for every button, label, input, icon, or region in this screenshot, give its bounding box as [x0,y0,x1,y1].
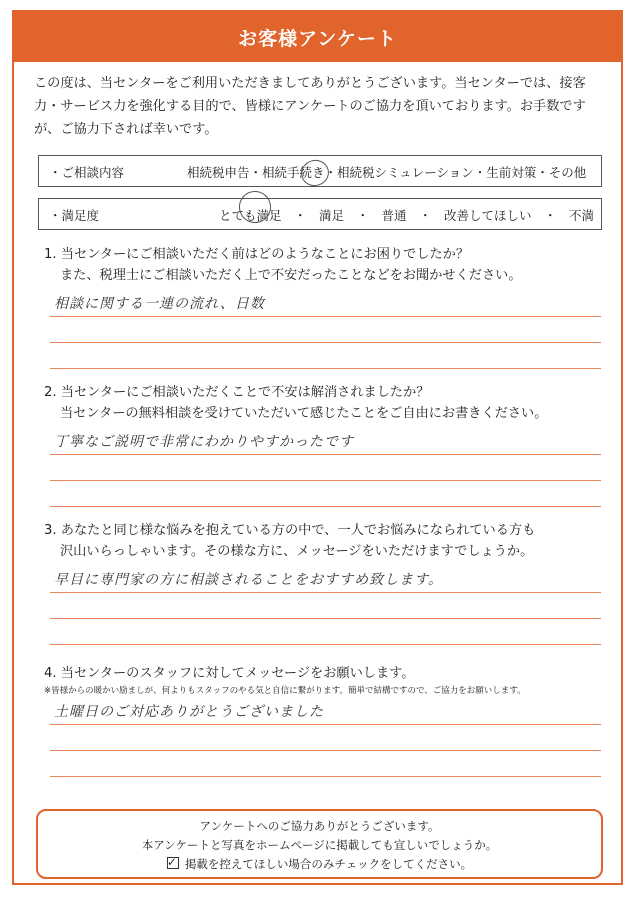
footer-check-label: 掲載を控えてほしい場合のみチェックをしてください。 [184,857,473,871]
footer-check-row [38,855,601,874]
satisfaction-label: ・満足度 [49,208,100,223]
answer-lines-4 [50,699,601,777]
consultation-options: 相続税申告・相続手続き・相続税シミュレーション・生前対策・その他 [187,165,587,180]
question-4-note: ※皆様からの暖かい励ましが、何よりもスタッフのやる気と自信に繋がります。簡単で結構ですので、ご協力をお願いします。 [44,686,526,696]
answer-line [50,455,601,481]
answer-line [50,481,601,507]
answer-line [50,619,601,645]
answer-line [50,699,601,725]
answer-line [50,317,601,343]
consultation-selection-mark [298,157,332,189]
no-publish-checkbox[interactable] [167,857,179,869]
question-3-line-1: 3. あなたと同じ様な悩みを抱えている方の中で、一人でお悩みになられている方も [44,523,536,538]
answer-lines-2 [50,429,601,507]
question-1-line-2: また、税理士にご相談いただく上で不安だったことなどをお聞かせください。 [60,268,522,283]
answer-1: 相談に関する一連の流れ、日数 [54,296,265,312]
answer-4: 土曜日のご対応ありがとうございました [54,704,324,720]
answer-line [50,567,601,593]
consultation-label: ・ご相談内容 [49,165,125,180]
question-1 [44,244,604,286]
question-2-line-1: 2. 当センターにご相談いただくことで不安は解消されましたか？ [44,385,430,400]
footer-thanks: アンケートへのご協力ありがとうございます。 [199,819,440,833]
intro-text: この度は、当センターをご利用いただきましてありがとうございます。当センターでは、接客力・サービス力を強化する目的で、皆様にアンケートのご協力を頂いております。お手数ですが、ご協力下されば幸いです。 [34,76,586,137]
consultation-box [38,155,602,187]
answer-2: 丁寧なご説明で非常にわかりやすかったです [54,434,354,450]
answer-line [50,429,601,455]
satisfaction-options: とても満足 ・ 満足 ・ 普通 ・ 改善してほしい ・ 不満 [219,208,595,223]
answer-lines-3 [50,567,601,645]
satisfaction-box [38,198,602,230]
question-3-line-2: 沢山いらっしゃいます。その様な方に、メッセージをいただけますでしょうか。 [60,544,534,559]
question-2-line-2: 当センターの無料相談を受けていただいて感じたことをご自由にお書きください。 [60,406,548,421]
footer-permission-question: 本アンケートと写真をホームページに掲載しても宜しいでしょうか。 [141,838,498,852]
question-2 [44,382,604,424]
answer-lines-1 [50,291,601,369]
survey-title: お客様アンケート [14,12,621,62]
answer-line [50,343,601,369]
question-3 [44,520,604,562]
answer-3: 早目に専門家の方に相談されることをおすすめ致します。 [54,572,444,588]
survey-sheet [12,10,623,885]
footer-box [36,809,603,879]
answer-line [50,291,601,317]
answer-line [50,725,601,751]
question-4 [44,663,604,698]
answer-line [50,751,601,777]
question-4-line-1: 4. 当センターのスタッフに対してメッセージをお願いします。 [44,666,415,681]
question-1-line-1: 1. 当センターにご相談いただく前はどのようなことにお困りでしたか？ [44,247,470,262]
answer-line [50,593,601,619]
